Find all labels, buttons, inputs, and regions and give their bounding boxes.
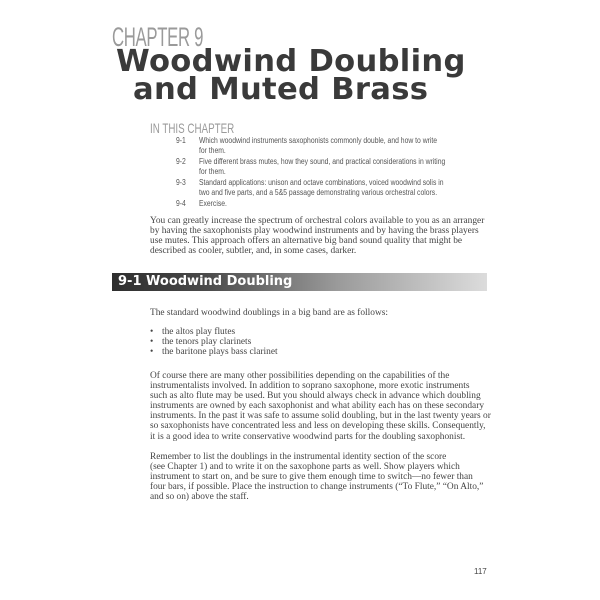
- text-line: instrument to start on, and be sure to give them enough time to switch—no fewer than: [150, 472, 473, 483]
- text-line: instruments. In the past it was safe to assume solid doubling, but in the last twenty years or: [150, 411, 491, 422]
- item-text: two and five parts, and a 5&5 passage demonstrating various orchestral colors.: [198, 188, 438, 197]
- section-heading-bar: [112, 273, 487, 291]
- paragraph-3: [150, 452, 483, 502]
- item-number: 9-3: [176, 178, 186, 187]
- intro-paragraph: [150, 216, 484, 256]
- text-line: four bars, if possible. Place the instruction to change instruments (“To Flute,” “On Alto,”: [150, 482, 484, 493]
- chapter-title-line-2: and Muted Brass: [133, 72, 429, 107]
- text-line: You can greatly increase the spectrum of orchestral colors available to you as an arranger: [150, 216, 485, 226]
- item-number: 9-1: [176, 136, 186, 145]
- text-line: described as cooler, subtler, and, in some cases, darker.: [150, 246, 357, 257]
- text-line: Of course there are many other possibilities depending on the capabilities of the: [150, 371, 450, 381]
- in-this-chapter-heading: IN THIS CHAPTER: [150, 120, 235, 136]
- chapter-contents-item: [176, 157, 445, 177]
- item-number: 9-2: [176, 157, 186, 166]
- doublings-list: [150, 327, 278, 357]
- section-lead: The standard woodwind doublings in a big band are as follows:: [150, 308, 388, 318]
- item-text: Exercise.: [198, 199, 227, 208]
- item-text: for them.: [198, 146, 226, 155]
- text-line: and so on) above the staff.: [150, 492, 249, 503]
- item-text: for them.: [198, 167, 226, 176]
- list-item: [150, 327, 278, 337]
- text-line: Remember to list the doublings in the instrumental identity section of the score: [150, 452, 447, 462]
- text-line: it is a good idea to write conservative woodwind parts for the doubling saxophonist.: [150, 431, 466, 442]
- chapter-contents-item: [176, 199, 227, 209]
- text-line: instrumentalists involved. In addition to soprano saxophone, more exotic instruments: [150, 381, 470, 392]
- text-line: use mutes. This approach offers an alternative big band sound quality that might be: [150, 236, 463, 247]
- chapter-contents-item: [176, 178, 444, 198]
- list-item: [150, 347, 278, 357]
- text-line: instruments are owned by each saxophonist and what ability each has on these secondary: [150, 401, 485, 412]
- item-text: Which woodwind instruments saxophonists commonly double, and how to write: [198, 136, 438, 145]
- text-line: by having the saxophonists play woodwind instruments and by having the brass players: [150, 226, 479, 237]
- list-item-text: the tenors play clarinets: [162, 337, 252, 348]
- chapter-contents-item: [176, 136, 437, 156]
- text-line: (see Chapter 1) and to write it on the saxophone parts as well. Show players which: [150, 462, 460, 473]
- list-item-text: the altos play flutes: [162, 327, 236, 337]
- item-number: 9-4: [176, 199, 186, 208]
- item-text: Five different brass mutes, how they sound, and practical considerations in writing: [198, 157, 446, 166]
- bullet-icon: •: [150, 347, 154, 358]
- chapter-title-line-1: Woodwind Doubling: [116, 44, 466, 79]
- item-text: Standard applications: unison and octave combinations, voiced woodwind solis in: [198, 178, 444, 187]
- list-item-text: the baritone plays bass clarinet: [162, 347, 278, 358]
- paragraph-2: [150, 371, 491, 442]
- section-title: 9-1 Woodwind Doubling: [118, 274, 293, 289]
- text-line: so saxophonists have concentrated less and less on developing these skills. Consequently,: [150, 421, 486, 432]
- chapter-label: CHAPTER 9: [112, 22, 204, 52]
- bullet-icon: •: [150, 327, 154, 337]
- text-line: such as alto flute may be used. But you should always check in advance which doubling: [150, 391, 481, 402]
- list-item: [150, 337, 278, 347]
- page-number: 117: [474, 567, 487, 576]
- bullet-icon: •: [150, 337, 154, 348]
